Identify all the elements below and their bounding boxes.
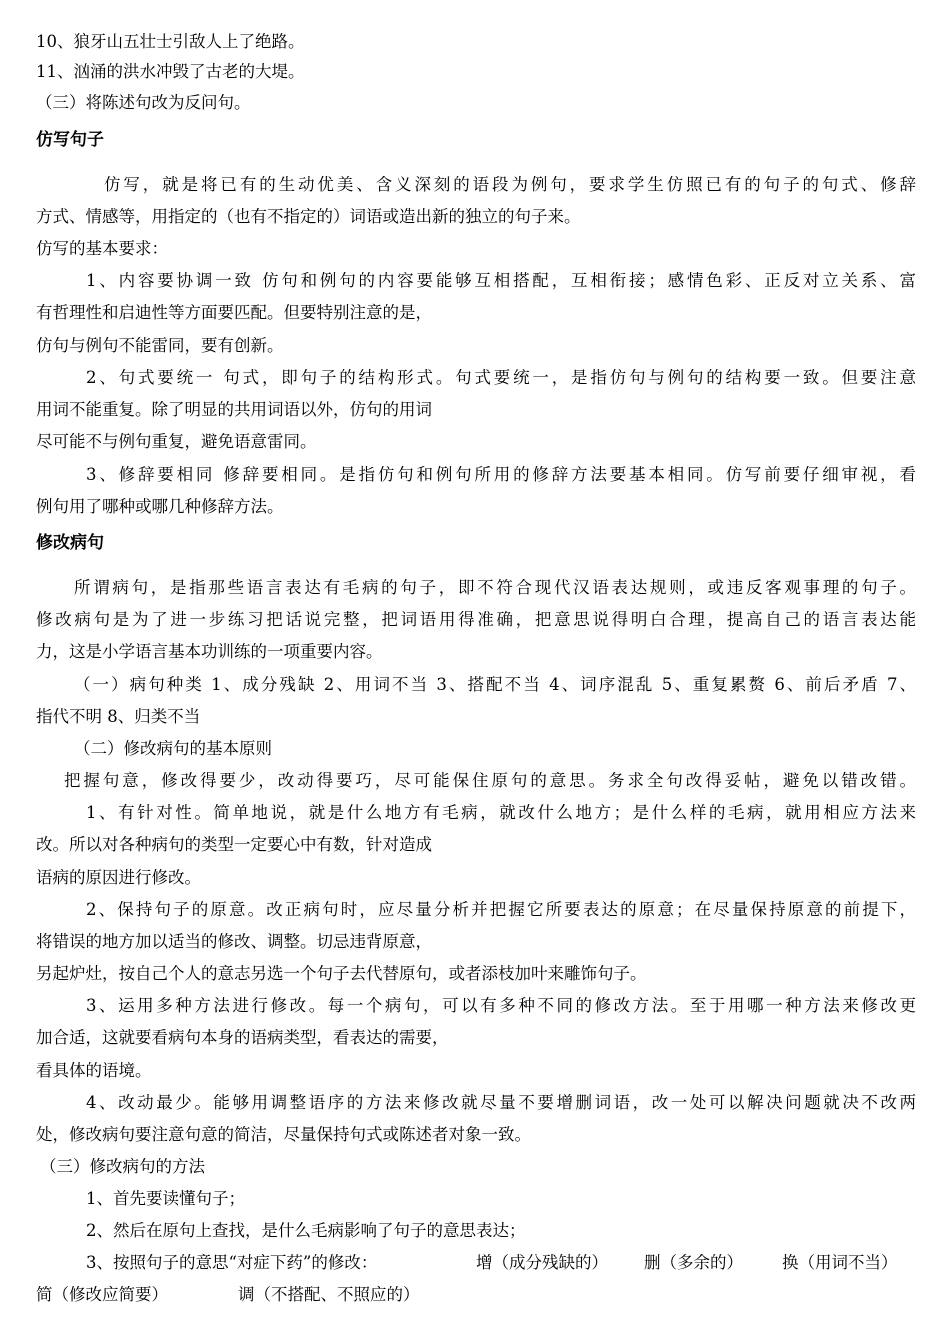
text-line: 改。所以对各种病句的类型一定要心中有数，针对造成 [36, 835, 432, 854]
text-line: 有哲理性和启迪性等方面要匹配。但要特别注意的是， [36, 303, 432, 322]
text-line: （一）病句种类 1、成分残缺 2、用词不当 3、搭配不当 4、词序混乱 5、重复累赘 6、前后矛盾 7、 [74, 675, 916, 694]
text-line: 尽可能不与例句重复，避免语意雷同。 [36, 432, 317, 451]
text-line: 语病的原因进行修改。 [36, 868, 201, 887]
text-line: （三）将陈述句改为反问句。 [36, 93, 251, 112]
text-line: 2、然后在原句上查找，是什么毛病影响了句子的意思表达； [86, 1221, 526, 1240]
method-intro: 3、按照句子的意思“对症下药”的修改： [86, 1253, 378, 1272]
text-line: 仿句与例句不能雷同，要有创新。 [36, 336, 284, 355]
text-line: 将错误的地方加以适当的修改、调整。切忌违背原意， [36, 932, 432, 951]
text-line: 修改病句是为了进一步练习把话说完整，把词语用得准确，把意思说得明白合理，提高自己的语言表达能 [36, 610, 916, 629]
text-line: 10、狼牙山五壮士引敌人上了绝路。 [36, 32, 305, 51]
method-adjust: 调（不搭配、不照应的） [238, 1285, 420, 1304]
text-line: 1、有针对性。简单地说，就是什么地方有毛病，就改什么地方；是什么样的毛病，就用相应方法来 [86, 803, 916, 822]
text-line: 1、首先要读懂句子； [86, 1189, 245, 1208]
text-line: 处，修改病句要注意句意的简洁，尽量保持句式或陈述者对象一致。 [36, 1125, 531, 1144]
text-line: 把握句意，修改得要少，改动得要巧，尽可能保住原句的意思。务求全句改得妥帖，避免以错改错。 [64, 771, 916, 790]
text-line: 另起炉灶，按自己个人的意志另选一个句子去代替原句，或者添枝加叶来雕饰句子。 [36, 964, 647, 983]
text-line: 指代不明 8、归类不当 [36, 707, 201, 726]
text-line: （三）修改病句的方法 [40, 1157, 205, 1176]
text-line: 用词不能重复。除了明显的共用词语以外，仿句的用词 [36, 400, 432, 419]
method-replace: 换（用词不当） [782, 1253, 898, 1272]
text-line: （二）修改病句的基本原则 [74, 739, 272, 758]
text-line: 11、汹涌的洪水冲毁了古老的大堤。 [36, 62, 305, 81]
text-line: 仿写，就是将已有的生动优美、含义深刻的语段为例句，要求学生仿照已有的句子的句式、修辞 [104, 175, 916, 194]
text-line: 例句用了哪种或哪几种修辞方法。 [36, 497, 284, 516]
text-line: 所谓病句，是指那些语言表达有毛病的句子，即不符合现代汉语表达规则，或违反客观事理的句子。 [74, 578, 916, 597]
method-add: 增（成分残缺的） [476, 1253, 608, 1272]
method-simplify: 简（修改应简要） [36, 1285, 168, 1304]
text-line: 4、改动最少。能够用调整语序的方法来修改就尽量不要增删词语，改一处可以解决问题就决不改两 [86, 1093, 916, 1112]
text-line [86, 1252, 906, 1274]
text-line: 加合适，这就要看病句本身的语病类型，看表达的需要， [36, 1028, 449, 1047]
text-line: 看具体的语境。 [36, 1061, 152, 1080]
text-line [36, 1284, 916, 1306]
method-delete: 删（多余的） [644, 1253, 743, 1272]
text-line: 仿写的基本要求： [36, 239, 168, 258]
text-line: 2、句式要统一 句式，即句子的结构形式。句式要统一，是指仿句与例句的结构要一致。但要注意 [86, 368, 916, 387]
text-line: 1、内容要协调一致 仿句和例句的内容要能够互相搭配，互相衔接；感情色彩、正反对立关系、富 [86, 271, 916, 290]
text-line: 2、保持句子的原意。改正病句时，应尽量分析并把握它所要表达的原意；在尽量保持原意的前提下， [86, 900, 916, 919]
section-heading-imitation: 仿写句子 [36, 130, 104, 150]
section-heading-sick-sentences: 修改病句 [36, 533, 104, 553]
text-line: 力，这是小学语言基本功训练的一项重要内容。 [36, 642, 383, 661]
text-line: 方式、情感等，用指定的（也有不指定的）词语或造出新的独立的句子来。 [36, 207, 581, 226]
text-line: 3、修辞要相同 修辞要相同。是指仿句和例句所用的修辞方法要基本相同。仿写前要仔细审视，看 [86, 465, 916, 484]
text-line: 3、运用多种方法进行修改。每一个病句，可以有多种不同的修改方法。至于用哪一种方法来修改更 [86, 996, 916, 1015]
